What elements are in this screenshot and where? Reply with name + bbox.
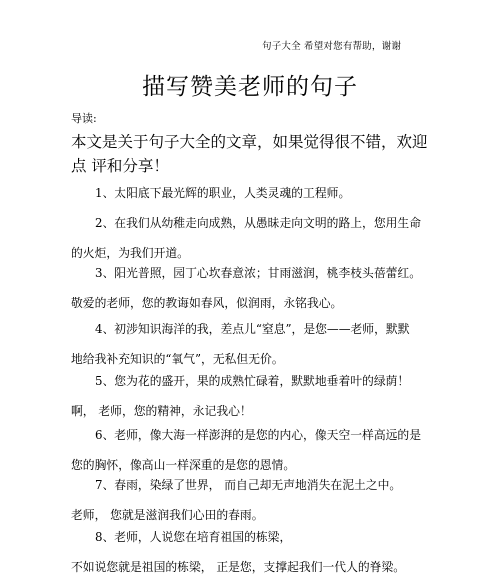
page-title: 描写赞美老师的句子 (142, 74, 358, 100)
sentence-line: 敬爱的老师，您的教诲如春风，似润雨，永铭我心。 (71, 296, 343, 310)
sentence-line: 老师， 您就是滋润我们心田的春雨。 (71, 508, 264, 522)
sentence-line: 不如说您就是祖国的栋梁， 正是您，支撑起我们一代人的脊梁。 (71, 560, 406, 574)
sentence-line: 地给我补充知识的“氧气”，无私但无价。 (71, 352, 284, 366)
lead-label: 导读: (71, 112, 97, 125)
sentence-line: 2、在我们从幼稚走向成熟，从愚昧走向文明的路上，您用生命 (95, 216, 422, 230)
sentence-paragraph (71, 314, 431, 374)
sentence-line: 6、老师，像大海一样澎湃的是您的内心，像天空一样高远的是 (95, 428, 422, 442)
sentence-line: 4、初涉知识海洋的我，差点儿“窒息”，是您——老师，默默 (95, 322, 410, 336)
sentence-line: 8、老师，人说您在培育祖国的栋梁， (95, 530, 292, 544)
sentence-paragraph (71, 258, 431, 318)
sentence-line: 的火炬，为我们开道。 (71, 246, 189, 260)
sentence-paragraph (71, 366, 431, 426)
header-note: 句子大全 希望对您有帮助，谢谢 (262, 41, 402, 52)
sentence-line: 1、太阳底下最光辉的职业，人类灵魂的工程师。 (95, 186, 351, 200)
sentence-line: 啊， 老师，您的精神，永记我心！ (71, 404, 252, 418)
intro-paragraph (71, 130, 431, 178)
sentence-paragraph (71, 178, 431, 208)
intro-line: 本文是关于句子大全的文章，如果觉得很不错，欢迎 (71, 133, 428, 151)
intro-line: 点 评和分享！ (71, 157, 169, 175)
sentence-paragraph (71, 470, 431, 530)
sentence-line: 您的胸怀，像高山一样深重的是您的恩情。 (71, 458, 296, 472)
sentence-paragraph (71, 522, 431, 582)
sentence-line: 5、您为花的盛开，果的成熟忙碌着，默默地垂着叶的绿荫！ (95, 374, 410, 388)
sentence-line: 7、春雨，染绿了世界， 而自己却无声地消失在泥土之中。 (95, 478, 402, 492)
sentence-line: 3、阳光普照，园丁心坎春意浓；甘雨滋润，桃李枝头蓓蕾红。 (95, 266, 422, 280)
